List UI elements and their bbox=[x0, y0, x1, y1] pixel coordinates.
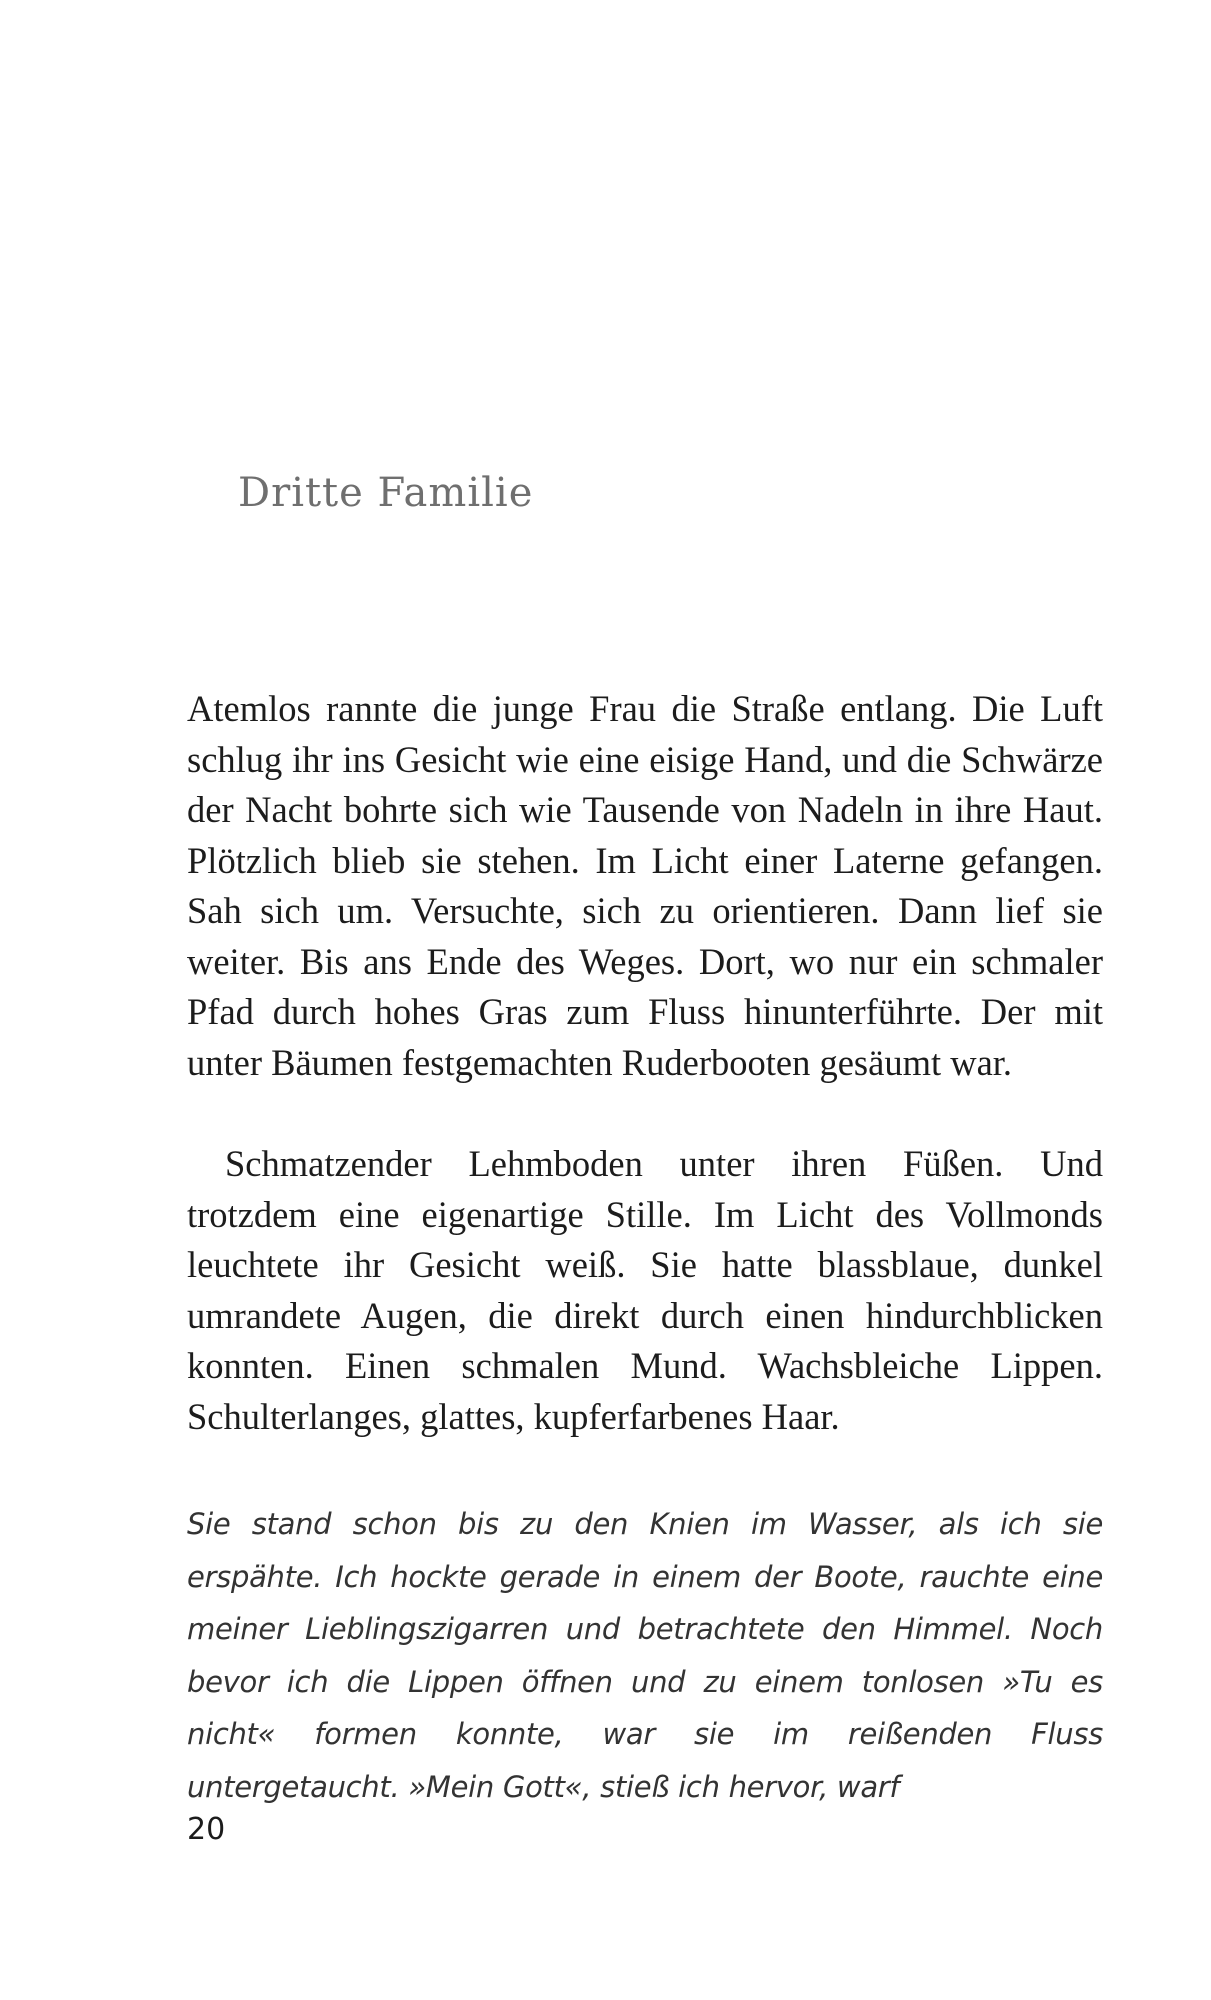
chapter-title: Dritte Familie bbox=[238, 470, 534, 516]
body-paragraph: Atemlos rannte die junge Frau die Straße entlang. Die Luft schlug ihr ins Gesicht wie eine eisige Hand, und die Schwärze der Nacht bohrte sich wie Tausende von Nadeln in ihre Haut. Plötzlich blieb sie stehen. Im Licht einer Laterne gefangen. Sah sich um. Versuchte, sich zu orientieren. Dann lief sie weiter. Bis ans Ende des Weges. Dort, wo nur ein schmaler Pfad durch hohes Gras zum Fluss hinunterführte. Der mit unter Bäumen festgemachten Ruderbooten gesäumt war. bbox=[187, 688, 1103, 1083]
page-number: 20 bbox=[187, 1812, 226, 1847]
body-paragraph: Schmatzender Lehmboden unter ihren Füßen. Und trotzdem eine eigenartige Stille. Im Licht des Vollmonds leuchtete ihr Gesicht weiß. Sie hatte blassblaue, dunkel umrandete Augen, die direkt durch einen hindurchblicken konnten. Einen schmalen Mund. Wachsbleiche Lippen. Schulterlanges, glattes, kupferfarbenes Haar. bbox=[187, 1143, 1103, 1437]
handwritten-passage: Sie stand schon bis zu den Knien im Wasser, als ich sie erspähte. Ich hockte gerade in einem der Boote, rauchte eine meiner Lieblingszigarren und betrachtete den Himmel. Noch bevor ich die Lippen öffnen und zu einem tonlosen »Tu es nicht« formen konnte, war sie im reißenden Fluss untergetaucht. »Mein Gott«, stieß ich hervor, warf bbox=[187, 1507, 1103, 1804]
